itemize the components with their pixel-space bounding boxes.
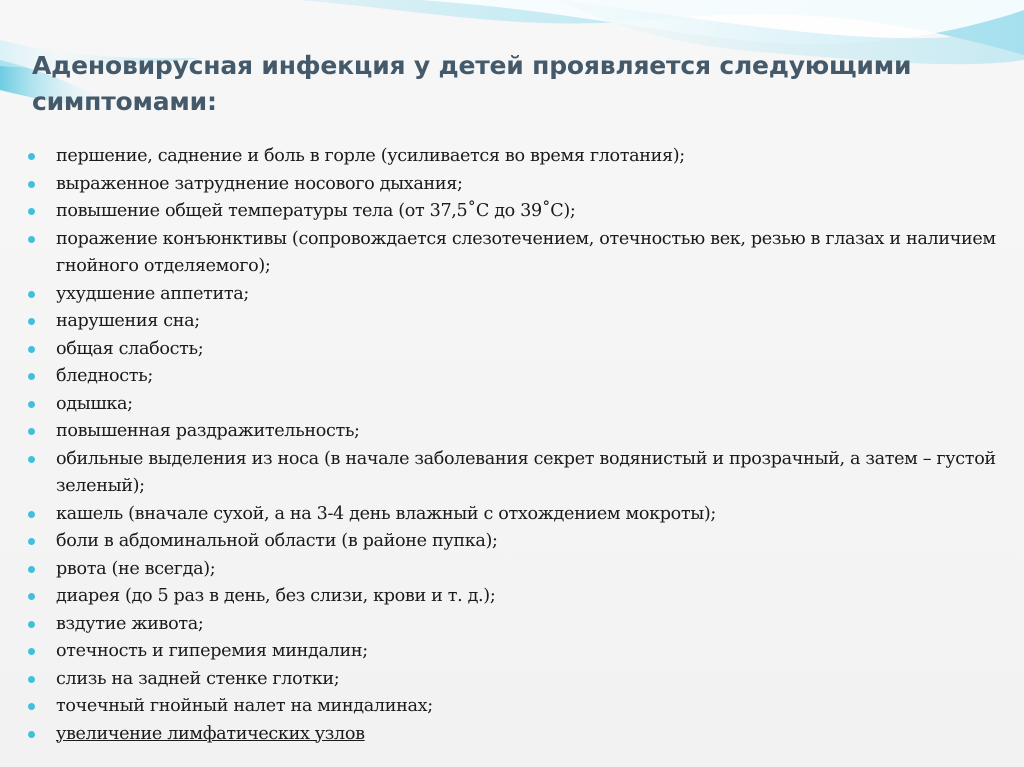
list-item-text: слизь на задней стенке глотки; [56, 668, 340, 689]
list-item-text: диарея (до 5 раз в день, без слизи, крови и т. д.); [56, 586, 496, 606]
bullet-icon [28, 208, 35, 215]
list-item-text: кашель (вначале сухой, а на 3-4 день влажный с отхождением мокроты); [56, 503, 716, 524]
list-item-text: повышение общей температуры тела (от 37,5˚С до 39˚С); [56, 201, 576, 221]
list-item [26, 556, 1016, 584]
list-item [26, 666, 1016, 694]
bullet-icon [28, 648, 35, 655]
bullet-icon [28, 291, 35, 298]
bullet-icon [28, 236, 35, 243]
list-item-text: першение, саднение и боль в горле (усиливается во время глотания); [56, 146, 685, 166]
list-item-text: обильные выделения из носа (в начале заболевания секрет водянистый и прозрачный, а затем – густой зеленый); [56, 448, 996, 496]
list-item [26, 281, 1016, 309]
bullet-icon [28, 318, 35, 325]
bullet-icon [28, 621, 35, 628]
list-item-text: увеличение лимфатических узлов [56, 723, 365, 744]
list-item [26, 638, 1016, 666]
bullet-icon [28, 401, 35, 408]
list-item-text: точечный гнойный налет на миндалинах; [56, 696, 433, 716]
list-item-text: поражение конъюнктивы (сопровождается слезотечением, отечностью век, резью в глазах и наличием гнойного отделяемого); [56, 228, 996, 276]
list-item [26, 501, 1016, 529]
list-item [26, 721, 1016, 749]
list-item-text: отечность и гиперемия миндалин; [56, 641, 368, 661]
list-item [26, 446, 1016, 501]
list-item-text: выраженное затруднение носового дыхания; [56, 173, 463, 194]
list-item [26, 583, 1016, 611]
slide-title: Аденовирусная инфекция у детей проявляется следующими симптомами: [32, 51, 912, 116]
bullet-icon [28, 373, 35, 380]
list-item-text: ухудшение аппетита; [56, 283, 249, 304]
bullet-icon [28, 153, 35, 160]
bullet-icon [28, 538, 35, 545]
bullet-icon [28, 181, 35, 188]
list-item-text: бледность; [56, 366, 153, 386]
bullet-icon [28, 456, 35, 463]
list-item-text: рвота (не всегда); [56, 558, 216, 579]
list-item-text: повышенная раздражительность; [56, 421, 360, 441]
list-item [26, 363, 1016, 391]
list-item [26, 391, 1016, 419]
list-item [26, 308, 1016, 336]
list-item-text: общая слабость; [56, 338, 204, 359]
list-item-text: вздутие живота; [56, 613, 204, 634]
list-item [26, 418, 1016, 446]
symptom-list [26, 143, 1016, 748]
bullet-icon [28, 593, 35, 600]
list-item [26, 336, 1016, 364]
list-item [26, 226, 1016, 281]
list-item-text: одышка; [56, 393, 133, 414]
list-item [26, 528, 1016, 556]
list-item-text: нарушения сна; [56, 311, 200, 331]
bullet-icon [28, 731, 35, 738]
bullet-icon [28, 428, 35, 435]
bullet-icon [28, 511, 35, 518]
bullet-icon [28, 676, 35, 683]
list-item-text: боли в абдоминальной области (в районе пупка); [56, 531, 498, 551]
bullet-icon [28, 566, 35, 573]
list-item [26, 611, 1016, 639]
bullet-icon [28, 346, 35, 353]
list-item [26, 693, 1016, 721]
bullet-icon [28, 703, 35, 710]
list-item [26, 198, 1016, 226]
list-item [26, 143, 1016, 171]
list-item [26, 171, 1016, 199]
